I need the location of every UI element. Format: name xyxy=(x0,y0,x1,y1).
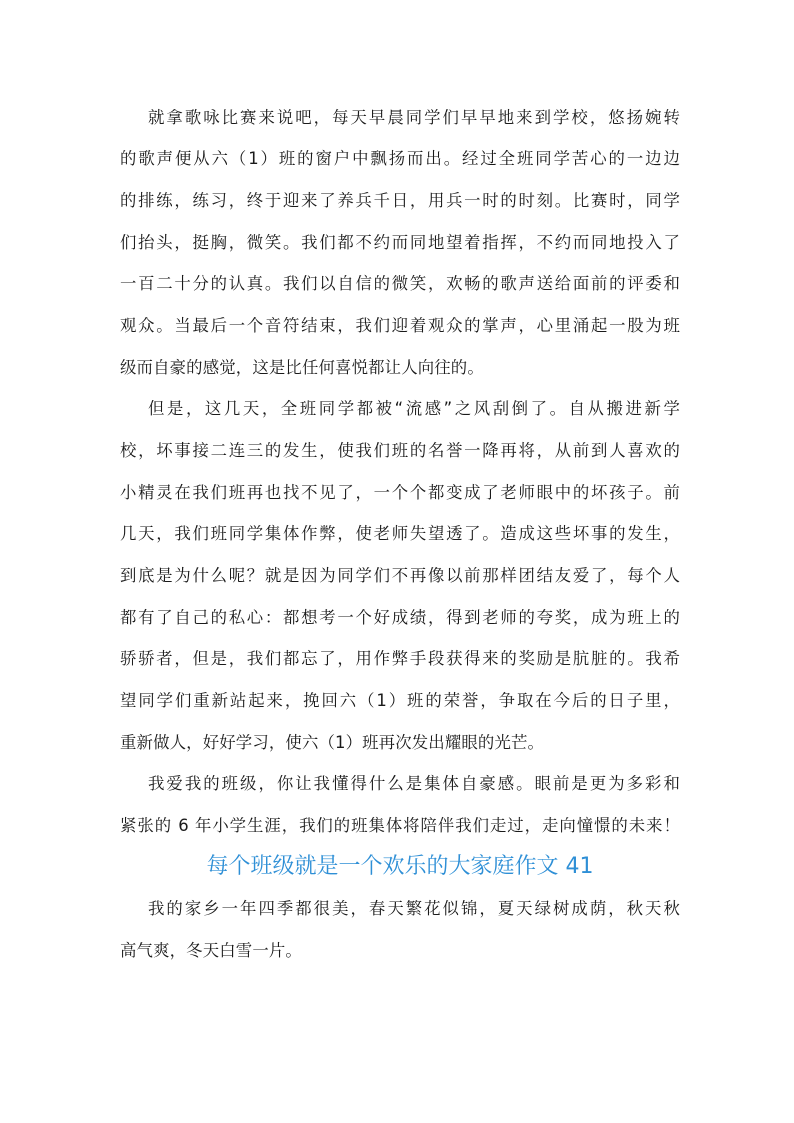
paragraph-1-line-6: 观众。当最后一个音符结束，我们迎着观众的掌声，心里涌起一股为班 xyxy=(120,316,680,335)
paragraph-2-line-4: 几天，我们班同学集体作弊，使老师失望透了。造成这些坏事的发生， xyxy=(120,524,680,543)
last-paragraph-line-1: 我的家乡一年四季都很美，春天繁花似锦，夏天绿树成荫，秋天秋 xyxy=(148,899,680,918)
paragraph-2-line-5: 到底是为什么呢？就是因为同学们不再像以前那样团结友爱了，每个人 xyxy=(120,566,680,585)
paragraph-1-line-2: 的歌声便从六（1）班的窗户中飘扬而出。经过全班同学苦心的一边边 xyxy=(120,149,680,168)
paragraph-1-line-1: 就拿歌咏比赛来说吧，每天早晨同学们早早地来到学校，悠扬婉转 xyxy=(148,108,680,127)
paragraph-2-line-3: 小精灵在我们班再也找不见了，一个个都变成了老师眼中的坏孩子。前 xyxy=(120,483,680,502)
paragraph-2-line-7: 骄骄者，但是，我们都忘了，用作弊手段获得来的奖励是肮脏的。我希 xyxy=(120,649,680,668)
paragraph-2-line-8: 望同学们重新站起来，挽回六（1）班的荣誉，争取在今后的日子里， xyxy=(120,691,680,710)
paragraph-3-line-2: 紧张的 6 年小学生涯，我们的班集体将陪伴我们走过，走向憧憬的未来！ xyxy=(120,816,680,835)
paragraph-1-line-5: 一百二十分的认真。我们以自信的微笑，欢畅的歌声送给面前的评委和 xyxy=(120,274,680,293)
paragraph-2-line-9: 重新做人，好好学习，使六（1）班再次发出耀眼的光芒。 xyxy=(120,733,545,752)
paragraph-1-line-7: 级而自豪的感觉，这是比任何喜悦都让人向往的。 xyxy=(120,358,484,377)
paragraph-2-line-1: 但是，这几天，全班同学都被“流感”之风刮倒了。自从搬进新学 xyxy=(148,399,680,418)
paragraph-1-line-4: 们抬头，挺胸，微笑。我们都不约而同地望着指挥，不约而同地投入了 xyxy=(120,233,680,252)
paragraph-2-line-6: 都有了自己的私心：都想考一个好成绩，得到老师的夸奖，成为班上的 xyxy=(120,608,680,627)
paragraph-2-line-2: 校，坏事接二连三的发生，使我们班的名誉一降再将，从前到人喜欢的 xyxy=(120,441,680,460)
paragraph-3-line-1: 我爱我的班级，你让我懂得什么是集体自豪感。眼前是更为多彩和 xyxy=(148,774,680,793)
last-paragraph-line-2: 高气爽，冬天白雪一片。 xyxy=(120,941,302,960)
paragraph-1-line-3: 的排练，练习，终于迎来了养兵千日，用兵一时的时刻。比赛时，同学 xyxy=(120,191,680,210)
essay-heading: 每个班级就是一个欢乐的大家庭作文 41 xyxy=(206,854,594,879)
